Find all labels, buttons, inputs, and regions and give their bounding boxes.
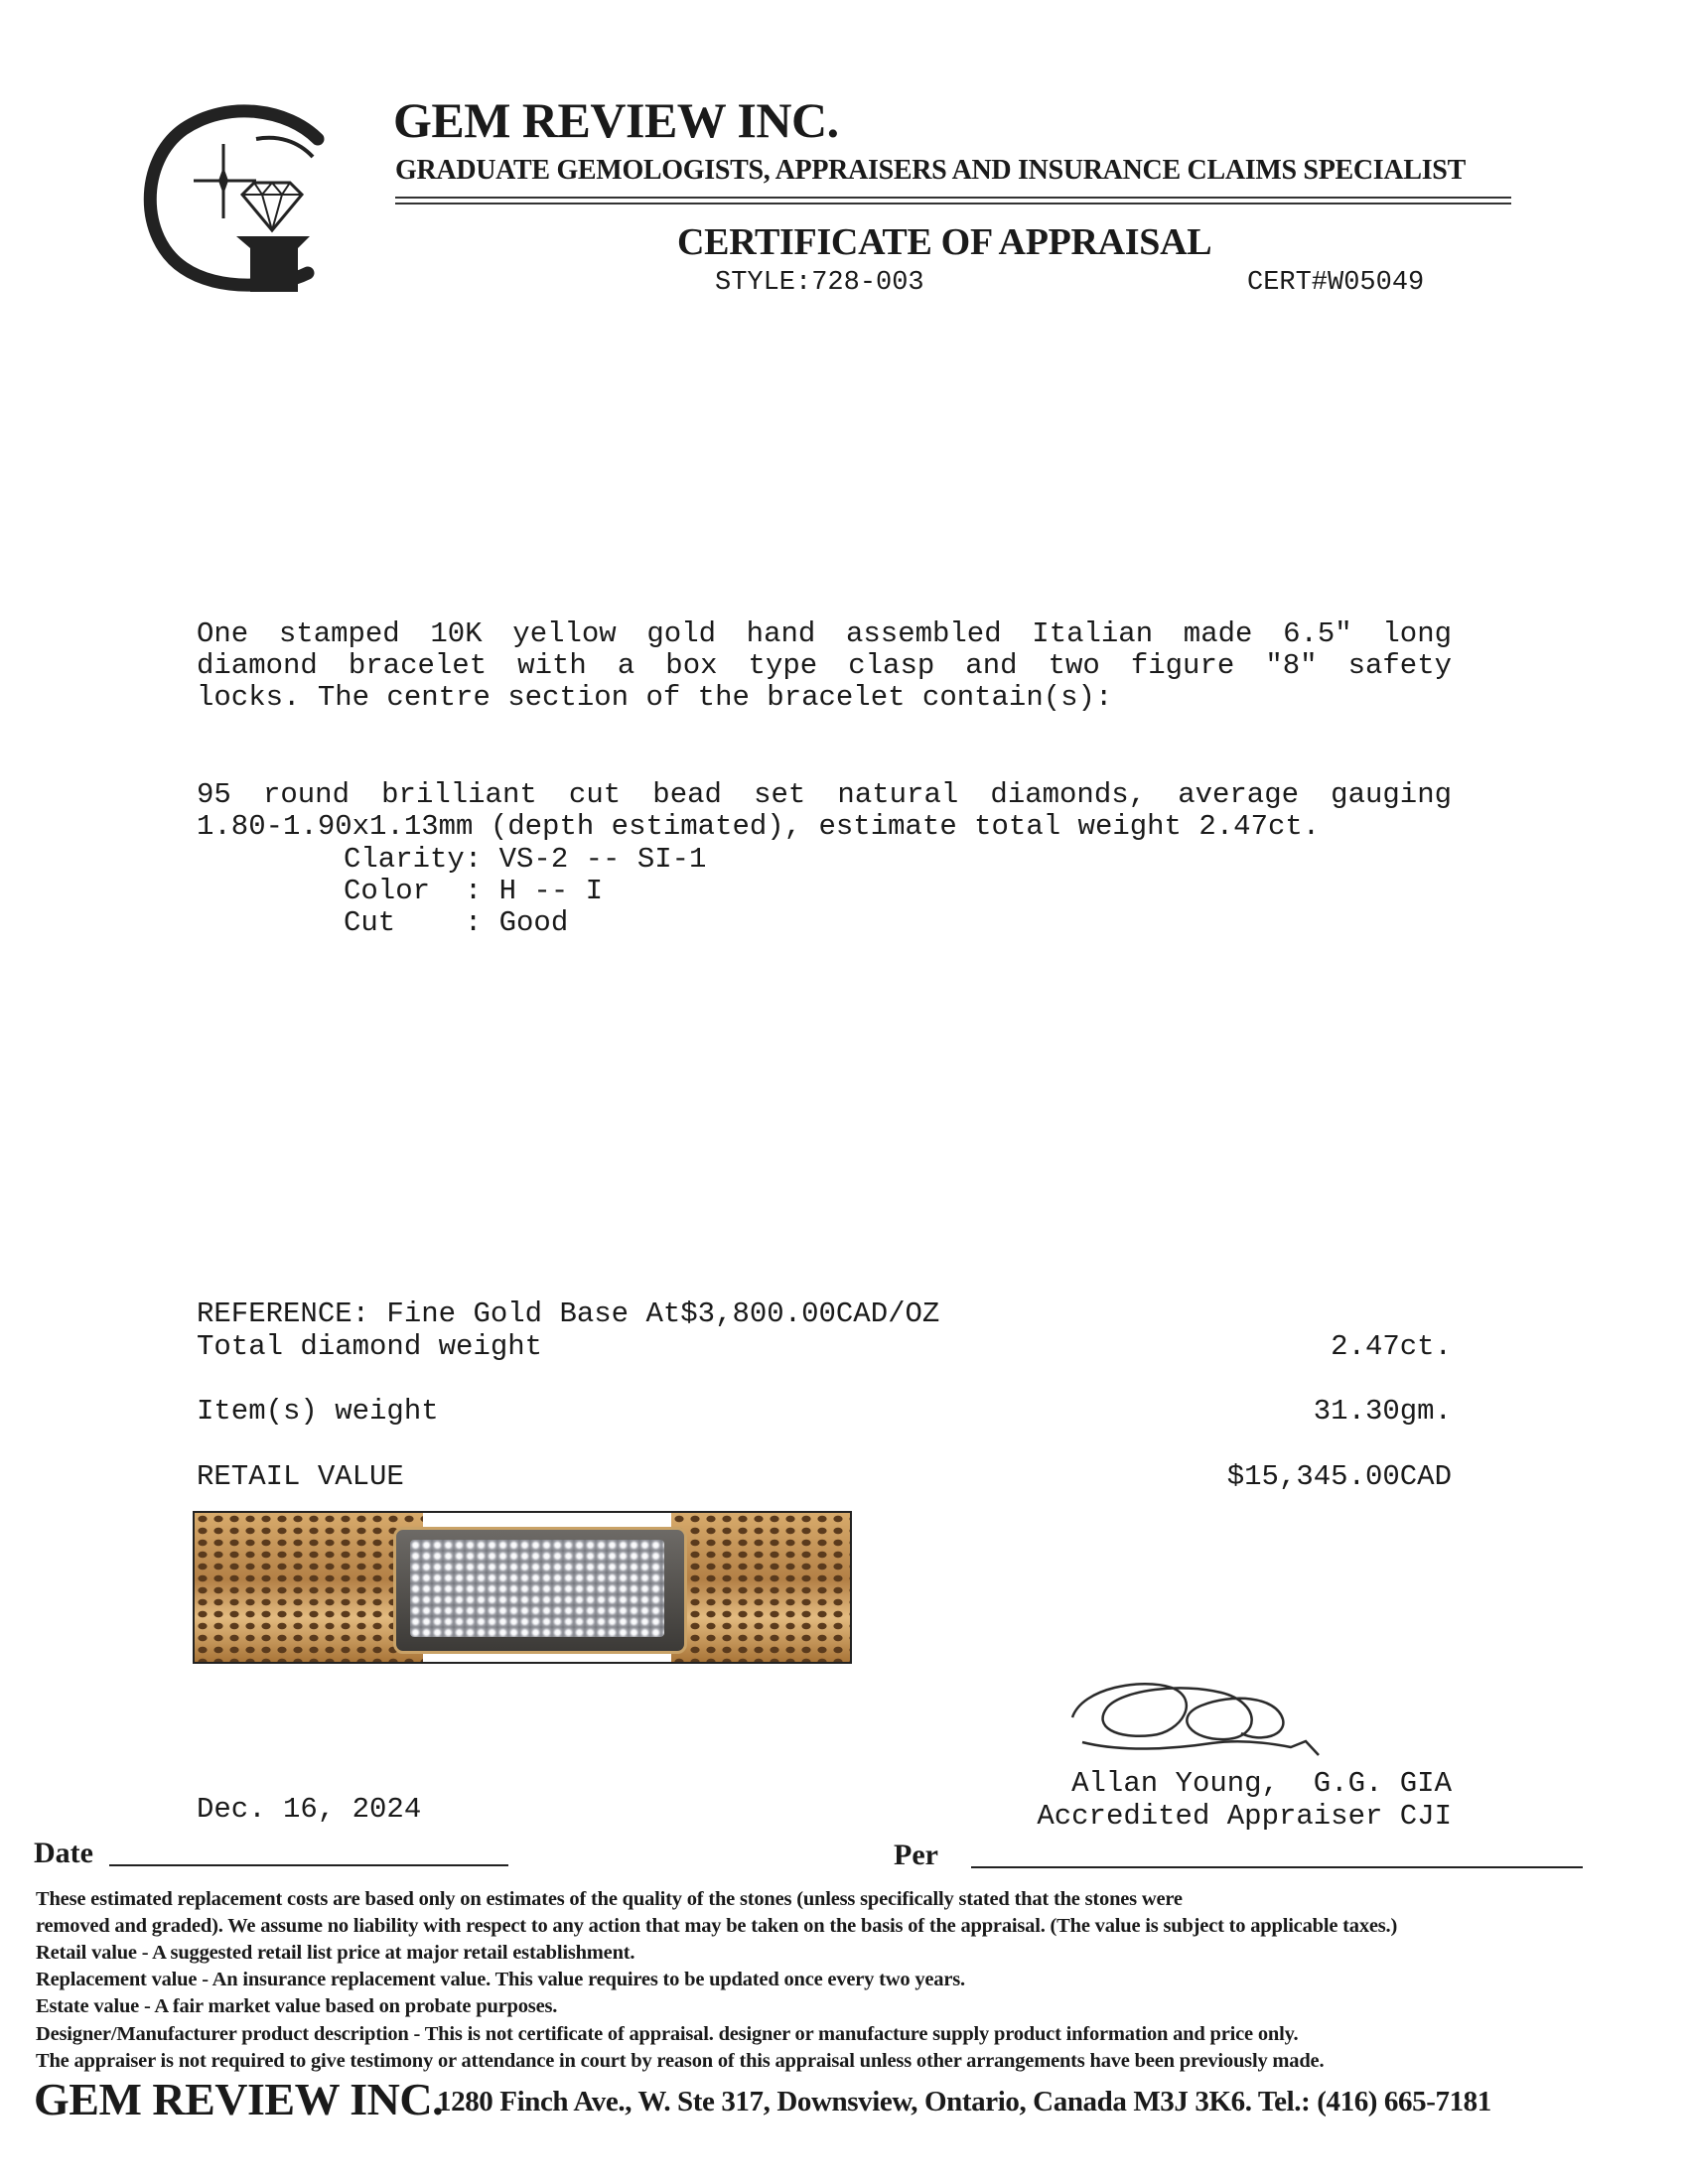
gem-review-logo: [139, 99, 338, 298]
diamond-cut: Cut : Good: [344, 906, 569, 939]
disclaimer-line-2: removed and graded). We assume no liability with respect to any action that may be taken on the basis of the appraisal. (The value is subject to applicable taxes.): [36, 1915, 1398, 1937]
company-tagline: GRADUATE GEMOLOGISTS, APPRAISERS AND INSURANCE CLAIMS SPECIALIST: [395, 155, 1466, 186]
description-line-3: locks. The centre section of the bracelet contain(s):: [197, 681, 1113, 714]
header-rule-top: [395, 197, 1511, 199]
disclaimer-testimony: The appraiser is not required to give testimony or attendance in court by reason of this appraisal unless other arrangements have been previously made.: [36, 2050, 1325, 2072]
bracelet-mesh-left: [195, 1513, 423, 1662]
description-line-2: diamond bracelet with a box type clasp and two figure "8" safety: [197, 649, 1452, 682]
header-rule-bottom: [395, 203, 1511, 205]
date-label: Date: [34, 1837, 93, 1869]
item-weight-value: 31.30gm.: [1313, 1395, 1452, 1428]
appraiser-title: Accredited Appraiser CJI: [1037, 1800, 1452, 1833]
appraiser-name: Allan Young, G.G. GIA: [1071, 1767, 1452, 1800]
disclaimer-replacement-value: Replacement value - An insurance replacement value. This value requires to be updated once every two years.: [36, 1969, 965, 1990]
diamond-clarity: Clarity: VS-2 -- SI-1: [344, 843, 707, 876]
diamond-color: Color : H -- I: [344, 875, 604, 907]
total-diamond-weight-value: 2.47ct.: [1331, 1330, 1452, 1363]
description-line-1: One stamped 10K yellow gold hand assembled Italian made 6.5" long: [197, 617, 1452, 650]
style-number: STYLE:728-003: [715, 268, 924, 298]
bracelet-centre-plaque: [393, 1527, 687, 1654]
reference-gold-base: REFERENCE: Fine Gold Base At$3,800.00CAD/OZ: [197, 1297, 940, 1330]
date-line: [109, 1864, 508, 1866]
diamond-pave: [410, 1540, 664, 1637]
disclaimer-estate-value: Estate value - A fair market value based on probate purposes.: [36, 1995, 558, 2017]
retail-value-label: RETAIL VALUE: [197, 1460, 404, 1493]
certificate-number: CERT#W05049: [1247, 268, 1425, 298]
per-label: Per: [894, 1839, 938, 1871]
disclaimer-designer-description: Designer/Manufacturer product description - This is not certificate of appraisal. designer or manufacture supply product information and price only.: [36, 2023, 1299, 2045]
diamond-icon: [242, 183, 302, 230]
diamond-line-1: 95 round brilliant cut bead set natural diamonds, average gauging: [197, 778, 1452, 811]
footer-company-name: GEM REVIEW INC.: [34, 2074, 444, 2124]
disclaimer-retail-value: Retail value - A suggested retail list price at major retail establishment.: [36, 1942, 635, 1964]
certificate-title: CERTIFICATE OF APPRAISAL: [677, 221, 1212, 263]
per-line: [971, 1866, 1583, 1868]
company-name: GEM REVIEW INC.: [393, 92, 839, 148]
diamond-line-2: 1.80-1.90x1.13mm (depth estimated), estimate total weight 2.47ct.: [197, 810, 1321, 843]
retail-value-amount: $15,345.00CAD: [1226, 1460, 1452, 1493]
footer-address: 1280 Finch Ave., W. Ste 317, Downsview, Ontario, Canada M3J 3K6. Tel.: (416) 665-7181: [437, 2086, 1491, 2117]
item-weight-label: Item(s) weight: [197, 1395, 439, 1428]
disclaimer-line-1: These estimated replacement costs are based only on estimates of the quality of the stones (unless specifically stated that the stones were: [36, 1888, 1183, 1910]
appraisal-date: Dec. 16, 2024: [197, 1793, 422, 1826]
bracelet-photo: [193, 1511, 852, 1664]
appraiser-signature-image: [1062, 1648, 1360, 1767]
total-diamond-weight-label: Total diamond weight: [197, 1330, 543, 1363]
sparkle-icon: [194, 144, 256, 218]
bracelet-mesh-right: [671, 1513, 850, 1662]
